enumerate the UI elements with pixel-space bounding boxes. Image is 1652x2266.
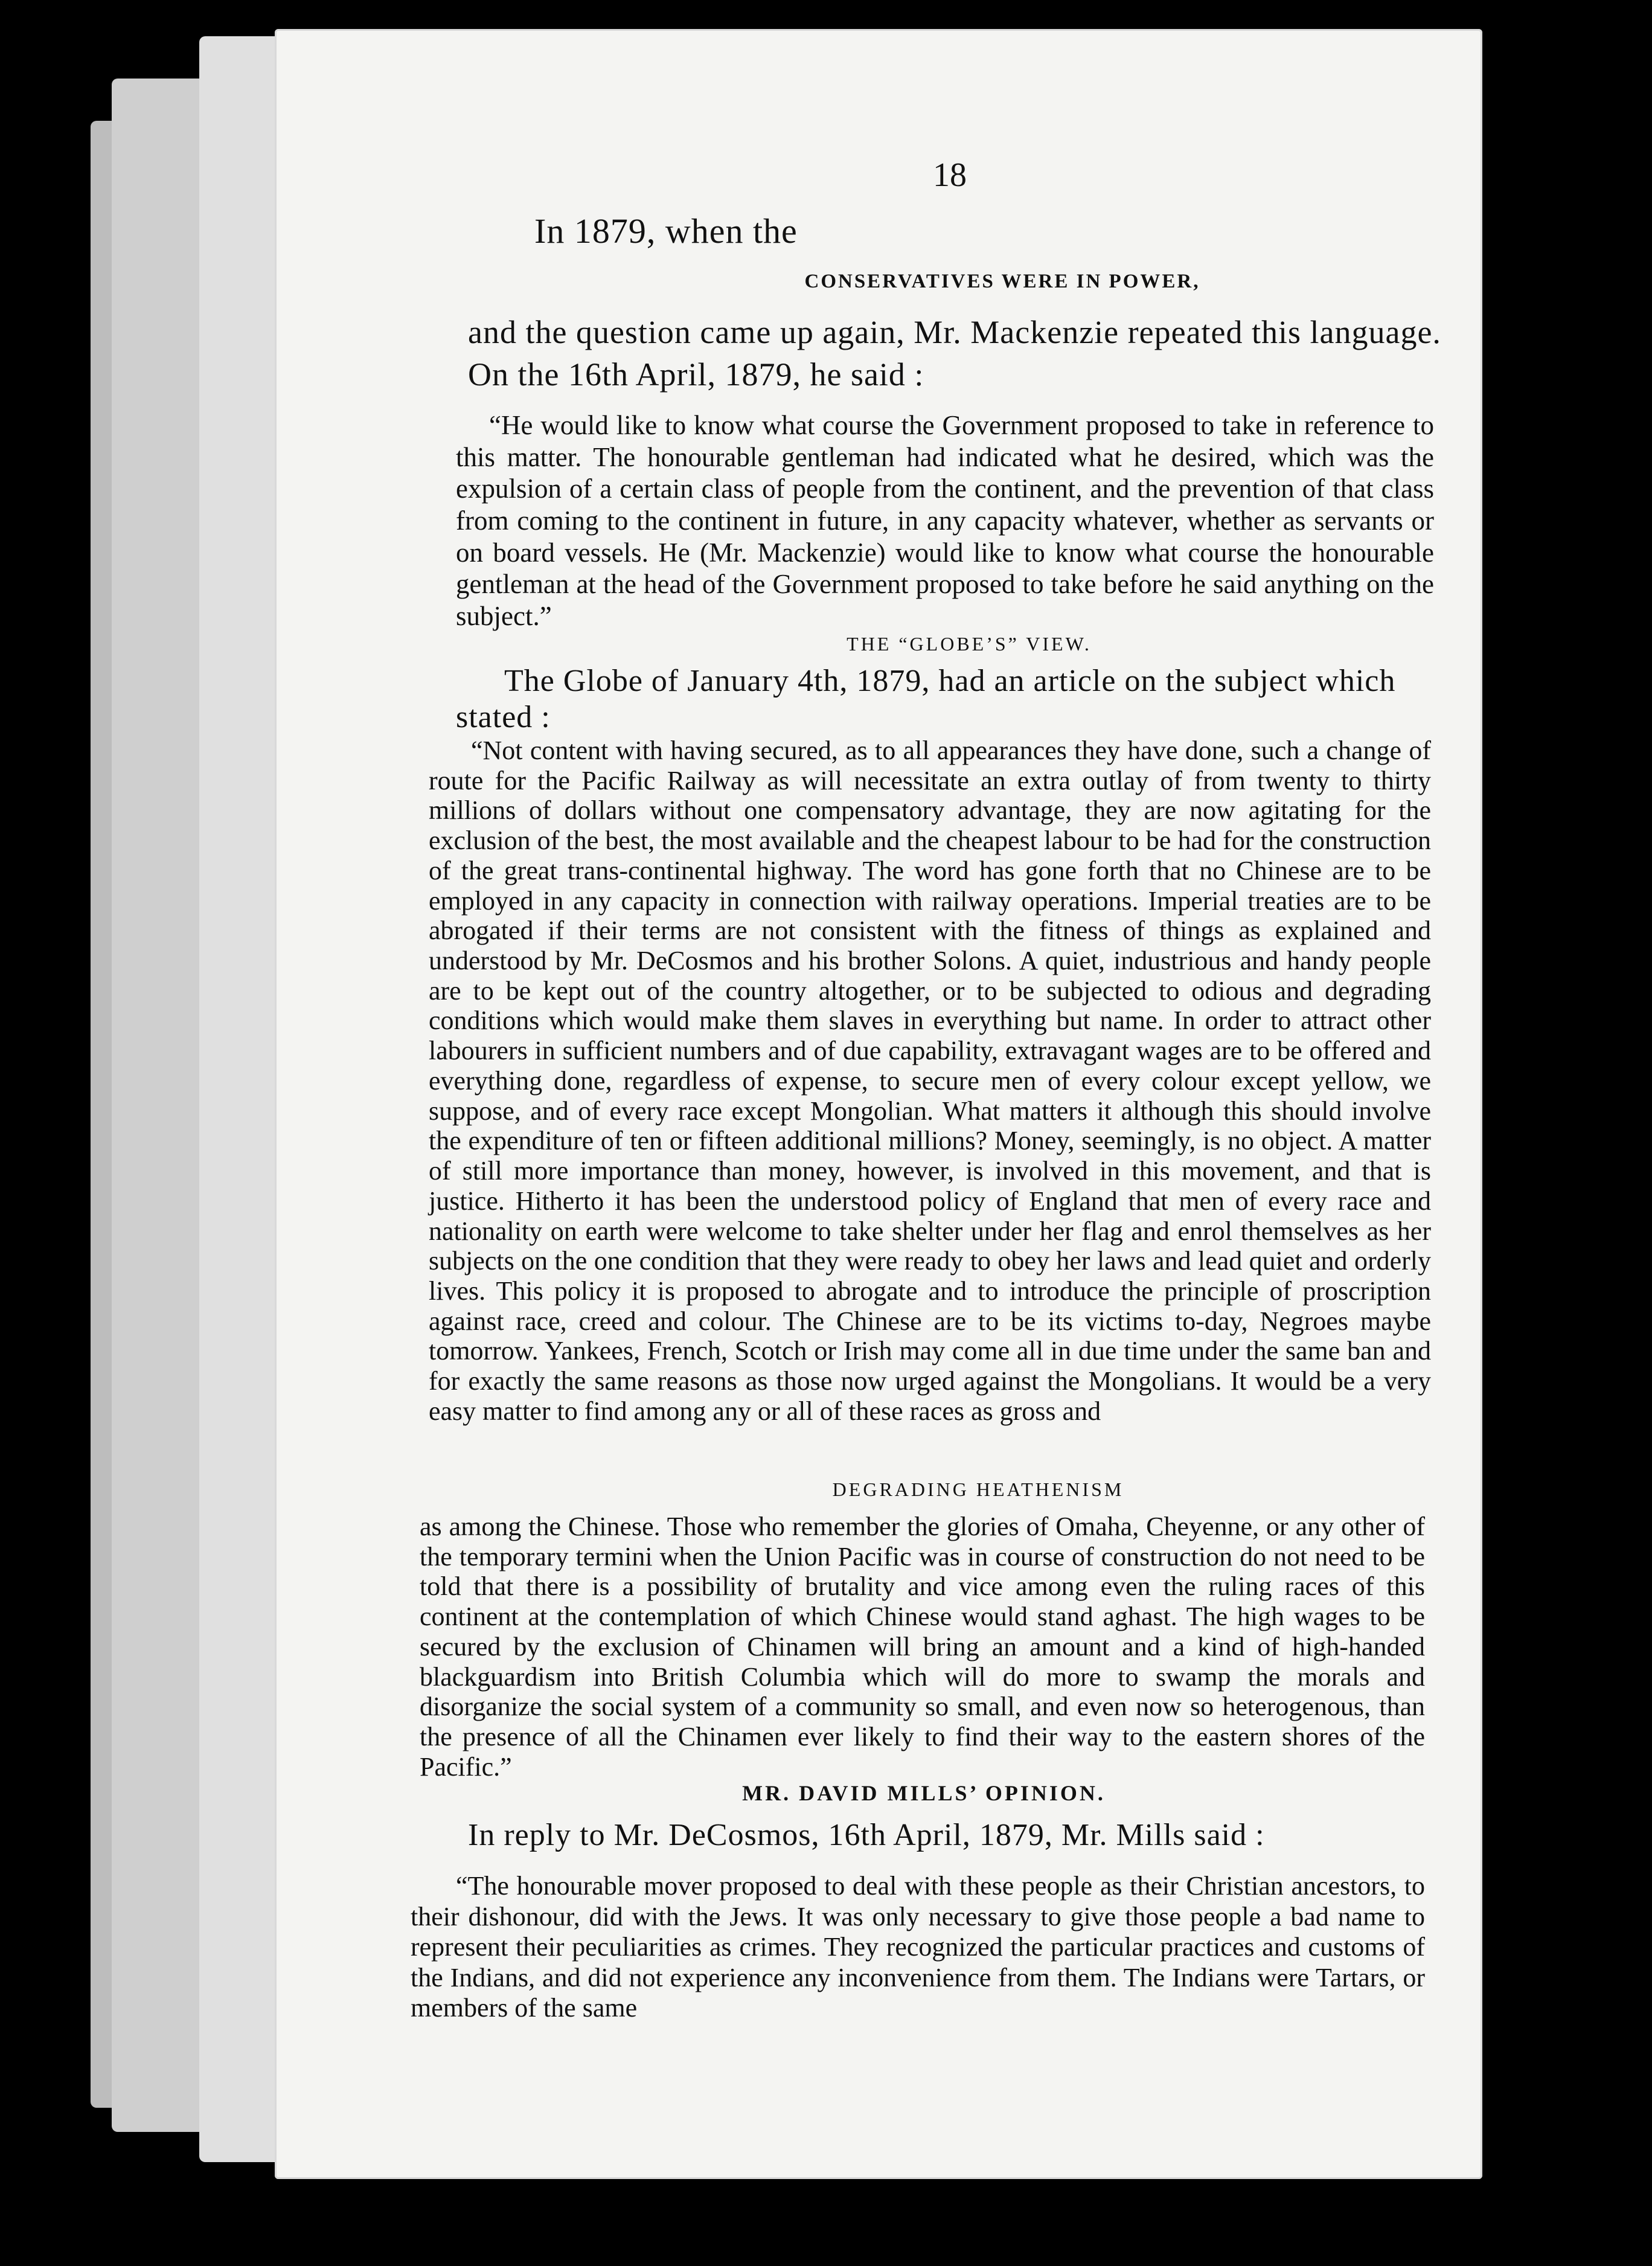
- opening-line: In 1879, when the: [534, 211, 798, 251]
- mills-intro: In reply to Mr. DeCosmos, 16th April, 1879, Mr. Mills said :: [468, 1818, 1265, 1852]
- paragraph-question-line-1: and the question came up again, Mr. Mackenzie repeated this language.: [468, 314, 1441, 350]
- paragraph-question-line-2: On the 16th April, 1879, he said :: [468, 356, 924, 393]
- globe-intro: The Globe of January 4th, 1879, had an article on the subject which stated :: [456, 664, 1404, 734]
- heading-globe-view: THE “GLOBE’S” VIEW.: [847, 633, 1092, 655]
- heading-david-mills-opinion: MR. DAVID MILLS’ OPINION.: [742, 1781, 1106, 1805]
- document-page: [275, 29, 1482, 2179]
- heading-degrading-heathenism: DEGRADING HEATHENISM: [832, 1478, 1124, 1500]
- quote-globe: “Not content with having secured, as to all appearances they have done, such a change of route for the Pacific Railway as will necessitate an extra outlay of from twenty to thirty millions of dollars without one compensatory advantage, they are now agitating for the exclusion of the best, the most available and the cheapest labour to be had for the construction of the great trans-continental highway. The word has gone forth that no Chinese are to be employed in any capacity in connection with railway operations. Imperial treaties are to be abrogated if their terms are not consistent with the fitness of things as explained and understood by Mr. DeCosmos and his brother Solons. A quiet, industrious and handy people are to be kept out of the country altogether, or to be subjected to odious and degrading conditions which would make them slaves in everything but name. In order to attract other labourers in sufficient numbers and of due capability, extravagant wages are to be offered and everything done, regardless of expense, to secure men of every colour except yellow, we suppose, and of every race except Mongolian. What matters it although this should involve the expenditure of ten or fifteen additional millions? Money, seemingly, is no object. A matter of still more importance than money, however, is involved in this movement, and that is justice. Hitherto it has been the understood policy of England that men of every race and nationality on earth were welcome to take shelter under her flag and enrol themselves as her subjects on the one condition that they were ready to obey her laws and lead quiet and orderly lives. This policy it is proposed to abrogate and to introduce the principle of proscription against race, creed and colour. The Chinese are to be its victims to-day, Negroes maybe tomorrow. Yankees, French, Scotch or Irish may come all in due time under the same ban and for exactly the same reasons as those now urged against the Mongolians. It would be a very easy matter to find among any or all of these races as gross and: [429, 736, 1438, 1426]
- quote-mills: “The honourable mover proposed to deal with these people as their Christian ancestors, to their dishonour, did with the Jews. It was only necessary to give those people a bad name to represent their peculiarities as crimes. They recognized the particular practices and customs of the Indians, and did not experience any inconvenience from them. The Indians were Tartars, or members of the same: [411, 1871, 1432, 2023]
- quote-mackenzie: “He would like to know what course the Government proposed to take in reference to this matter. The honourable gentleman had indicated what he desired, which was the expulsion of a certain class of people from the continent, and the prevention of that class from coming to the continent in future, in any capacity whatever, whether as servants or on board vessels. He (Mr. Mackenzie) would like to know what course the honourable gentleman at the head of the Government proposed to take before he said anything on the subject.”: [456, 410, 1441, 631]
- page-number: 18: [933, 156, 967, 194]
- quote-globe-continued: as among the Chinese. Those who remember the glories of Omaha, Cheyenne, or any other of the temporary termini when the Union Pacific was in course of construction do not need to be told that there is a possibility of brutality and vice among even the ruling races of this continent at the contemplation of which Chinese would stand aghast. The high wages to be secured by the exclusion of Chinamen will bring an amount and a kind of high-handed blackguardism into British Columbia which will do more to swamp the morals and disorganize the social system of a community so small, and even now so heterogenous, than the presence of all the Chinamen ever likely to find their way to the eastern shores of the Pacific.”: [420, 1512, 1432, 1782]
- heading-conservatives: CONSERVATIVES WERE IN POWER,: [804, 271, 1200, 292]
